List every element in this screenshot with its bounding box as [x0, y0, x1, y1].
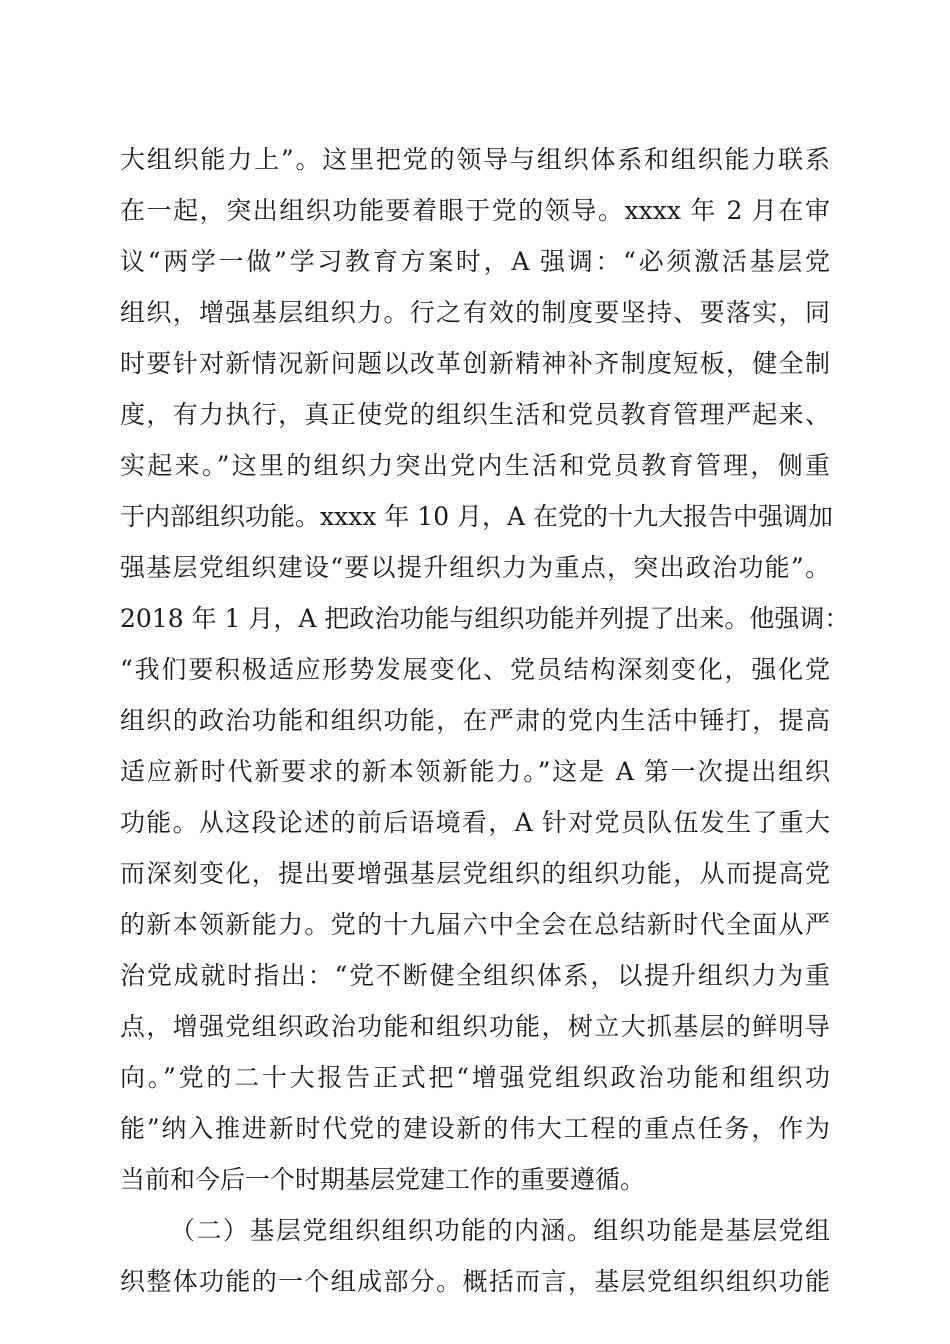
- text-line: 度，有力执行，真正使党的组织生活和党员教育管理严起来、: [120, 400, 830, 429]
- text-line: 向。”党的二十大报告正式把“增强党组织政治功能和组织功: [120, 1063, 830, 1092]
- text-line: 而深刻变化，提出要增强基层党组织的组织功能，从而提高党: [120, 859, 830, 888]
- text-line: 时要针对新情况新问题以改革创新精神补齐制度短板，健全制: [120, 349, 830, 378]
- text-line: 强基层党组织建设“要以提升组织力为重点，突出政治功能”。: [120, 553, 830, 582]
- text-line: 功能。从这段论述的前后语境看，A 针对党员队伍发生了重大: [120, 808, 830, 837]
- text-line: 组织的政治功能和组织功能，在严肃的党内生活中锤打，提高: [120, 706, 830, 735]
- text-line: 议“两学一做”学习教育方案时，A 强调：“必须激活基层党: [120, 247, 830, 276]
- text-line: 能”纳入推进新时代党的建设新的伟大工程的重点任务，作为: [120, 1114, 830, 1143]
- text-line: 2018 年 1 月，A 把政治功能与组织功能并列提了出来。他强调：: [120, 604, 850, 633]
- text-line: 当前和今后一个时期基层党建工作的重要遵循。: [120, 1165, 646, 1194]
- text-line: 实起来。”这里的组织力突出党内生活和党员教育管理，侧重: [120, 451, 830, 480]
- text-line: “我们要积极适应形势发展变化、党员结构深刻变化，强化党: [120, 655, 830, 684]
- text-line: 治党成就时指出：“党不断健全组织体系，以提升组织力为重: [120, 961, 830, 990]
- text-line: 的新本领新能力。党的十九届六中全会在总结新时代全面从严: [120, 910, 830, 939]
- text-line: 织整体功能的一个组成部分。概括而言，基层党组织组织功能: [120, 1267, 830, 1296]
- text-line: 组织，增强基层组织力。行之有效的制度要坚持、要落实，同: [120, 298, 830, 327]
- section-heading-line: （二）基层党组织组织功能的内涵。组织功能是基层党组: [170, 1216, 830, 1245]
- text-line: 在一起，突出组织功能要着眼于党的领导。xxxx 年 2 月在审: [120, 196, 830, 225]
- text-line: 大组织能力上”。这里把党的领导与组织体系和组织能力联系: [120, 145, 830, 174]
- text-line: 于内部组织功能。xxxx 年 10 月，A 在党的十九大报告中强调加: [120, 502, 834, 531]
- text-line: 适应新时代新要求的新本领新能力。”这是 A 第一次提出组织: [120, 757, 830, 786]
- text-line: 点，增强党组织政治功能和组织功能，树立大抓基层的鲜明导: [120, 1012, 830, 1041]
